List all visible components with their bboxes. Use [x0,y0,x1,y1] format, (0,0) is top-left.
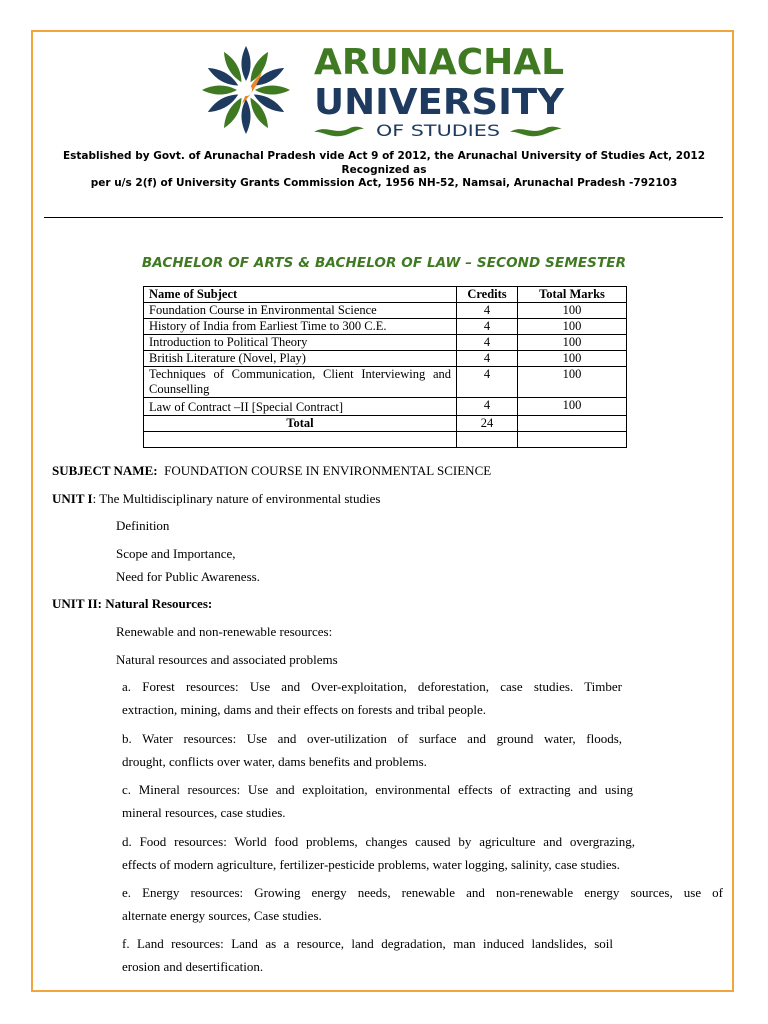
university-logo [196,40,576,140]
sunburst-emblem-icon [202,46,290,134]
credits-cell: 4 [457,367,518,398]
table-row [144,398,627,416]
credits-cell: 4 [457,303,518,319]
unit-2-intro: Renewable and non-renewable resources: [116,624,333,639]
table-row [144,367,627,398]
total-row [144,416,627,432]
table-row [144,319,627,335]
resource-line: e. Energy resources: Growing energy needs, renewable and non-renewable energy sources, use of [122,885,723,900]
table-row [144,335,627,351]
resource-item-forest [122,675,622,721]
marks-cell: 100 [518,367,627,398]
subject-name-label: SUBJECT NAME: [52,463,158,478]
left-wave-icon [314,127,364,137]
logo-line-3: OF STUDIES [376,121,500,140]
total-label-cell: Total [144,416,457,432]
marks-cell: 100 [518,335,627,351]
resource-line: c. Mineral resources: Use and exploitation, environmental effects of extracting and using [122,782,633,797]
empty-cell [144,432,457,448]
subject-name-cell: British Literature (Novel, Play) [144,351,457,367]
marks-cell: 100 [518,303,627,319]
subject-name-value: FOUNDATION COURSE IN ENVIRONMENTAL SCIENCE [164,463,492,478]
column-header-total-marks: Total Marks [518,287,627,303]
empty-row [144,432,627,448]
logo-line-1: ARUNACHAL [314,42,564,83]
logo-graphic [196,40,576,140]
credits-cell: 4 [457,351,518,367]
resource-line: drought, conflicts over water, dams benefits and problems. [122,754,427,769]
resource-line: effects of modern agriculture, fertilizer-pesticide problems, water logging, salinity, case studies. [122,857,620,872]
resource-item-food [122,830,635,876]
subject-name-cell: Techniques of Communication, Client Interviewing and Counselling [144,367,457,398]
unit-1-point: Need for Public Awareness. [116,569,260,584]
marks-cell: 100 [518,351,627,367]
resource-item-energy [122,881,723,927]
resource-line: d. Food resources: World food problems, changes caused by agriculture and overgrazing, [122,834,635,849]
table-header-row [144,287,627,303]
resource-line: erosion and desertification. [122,959,264,974]
resource-item-mineral [122,778,633,824]
resource-line: extraction, mining, dams and their effects on forests and tribal people. [122,702,487,717]
resource-line: alternate energy sources, Case studies. [122,908,322,923]
total-marks-cell [518,416,627,432]
subject-name-line [52,459,491,482]
table-row [144,303,627,319]
header-divider [44,217,723,218]
unit-2-intro: Natural resources and associated problems [116,652,338,667]
resource-item-water [122,727,622,773]
column-header-subject: Name of Subject [144,287,457,303]
semester-title: BACHELOR OF ARTS & BACHELOR OF LAW – SECOND SEMESTER [141,255,627,271]
total-credits-cell: 24 [457,416,518,432]
unit-1-label: UNIT I [52,491,93,506]
empty-cell [518,432,627,448]
unit-1-heading [52,487,380,510]
unit-2-heading: UNIT II: Natural Resources: [52,596,213,611]
subject-name-cell: History of India from Earliest Time to 300 C.E. [144,319,457,335]
subject-name-cell: Introduction to Political Theory [144,335,457,351]
credits-cell: 4 [457,335,518,351]
resource-item-land [122,932,613,978]
marks-cell: 100 [518,319,627,335]
empty-cell [457,432,518,448]
unit-1-title: : The Multidisciplinary nature of environmental studies [92,491,381,506]
marks-cell: 100 [518,398,627,416]
establishment-line-1: Established by Govt. of Arunachal Pradesh vide Act 9 of 2012, the Arunachal University of Studies Act, 2012 Recognized as [62,150,706,176]
column-header-credits: Credits [457,287,518,303]
subjects-table [143,286,627,448]
logo-line-2: UNIVERSITY [314,82,565,123]
credits-cell: 4 [457,398,518,416]
unit-1-point: Scope and Importance, [116,546,236,561]
table-row [144,351,627,367]
unit-1-point: Definition [116,518,170,533]
credits-cell: 4 [457,319,518,335]
establishment-line-2: per u/s 2(f) of University Grants Commission Act, 1956 NH-52, Namsai, Arunachal Pradesh -792103 [90,177,678,189]
resource-line: b. Water resources: Use and over-utilization of surface and ground water, floods, [122,731,622,746]
subject-name-cell: Law of Contract –II [Special Contract] [144,398,457,416]
subject-name-cell: Foundation Course in Environmental Science [144,303,457,319]
resource-line: a. Forest resources: Use and Over-exploitation, deforestation, case studies. Timber [122,679,622,694]
resource-line: mineral resources, case studies. [122,805,286,820]
right-wave-icon [510,127,562,137]
resource-line: f. Land resources: Land as a resource, land degradation, man induced landslides, soil [122,936,613,951]
